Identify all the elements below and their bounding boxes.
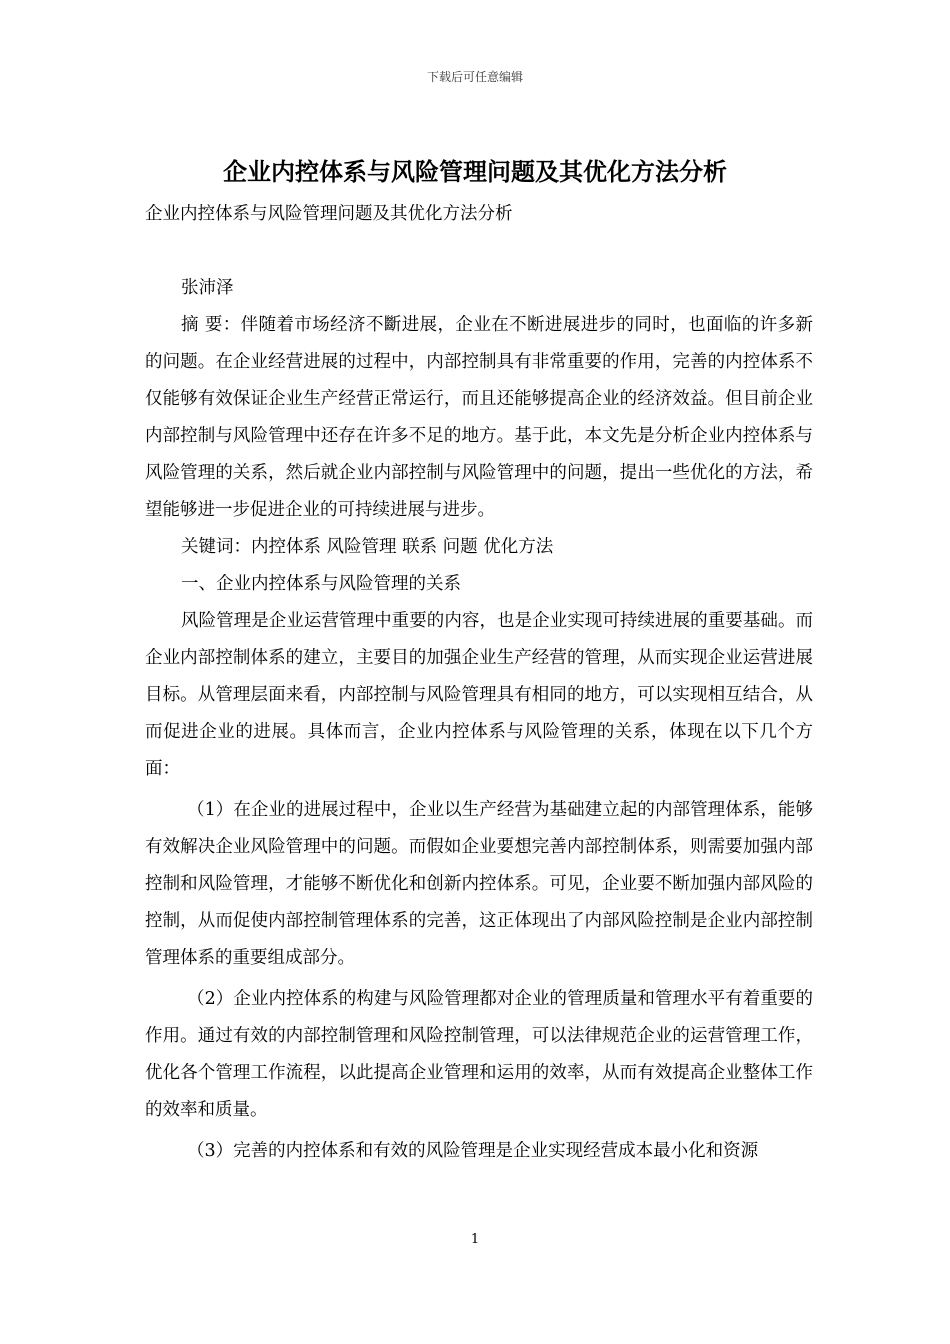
point-1-paragraph: （1）在企业的进展过程中，企业以生产经营为基础建立起的内部管理体系，能够有效解决企业风险管理中的问题。而假如企业要想完善内部控制体系，则需要加强内部控制和风险管理，才能够不断优化和创新内控体系。可见，企业要不断加强内部风险的控制，从而促使内部控制管理体系的完善，这正体现出了内部风险控制是企业内部控制管理体系的重要组成部分。 bbox=[145, 800, 813, 968]
abstract-paragraph: 摘 要：伴随着市场经济不斷进展，企业在不断进展进步的同时，也面临的许多新的问题。在企业经营进展的过程中，内部控制具有非常重要的作用，完善的内控体系不仅能够有效保证企业生产经营正常运行，而且还能够提高企业的经济效益。但目前企业内部控制与风险管理中还存在许多不足的地方。基于此，本文先是分析企业内控体系与风险管理的关系，然后就企业内部控制与风险管理中的问题，提出一些优化的方法，希望能够进一步促进企业的可持续进展与进步。 bbox=[145, 315, 813, 520]
section-paragraph: 风险管理是企业运营管理中重要的内容，也是企业实现可持续进展的重要基础。而企业内部控制体系的建立，主要目的加强企业生产经营的管理，从而实现企业运营进展目标。从管理层面来看，内部控制与风险管理具有相同的地方，可以实现相互结合，从而促进企业的进展。具体而言，企业内控体系与风险管理的关系，体现在以下几个方面： bbox=[145, 611, 813, 779]
section-heading: 一、企业内控体系与风险管理的关系 bbox=[181, 574, 461, 594]
author-name: 张沛泽 bbox=[181, 278, 234, 298]
header-note: 下载后可任意编辑 bbox=[426, 70, 523, 84]
document-title: 企业内控体系与风险管理问题及其优化方法分析 bbox=[223, 157, 727, 186]
point-2-paragraph: （2）企业内控体系的构建与风险管理都对企业的管理质量和管理水平有着重要的作用。通过有效的内部控制管理和风险控制管理，可以法律规范企业的运营管理工作，优化各个管理工作流程，以此提高企业管理和运用的效率，从而有效提高企业整体工作的效率和质量。 bbox=[145, 989, 813, 1120]
point-3-paragraph: （3）完善的内控体系和有效的风险管理是企业实现经营成本最小化和资源 bbox=[187, 1141, 759, 1161]
document-subtitle: 企业内控体系与风险管理问题及其优化方法分析 bbox=[145, 204, 513, 224]
page-number: 1 bbox=[470, 1232, 480, 1247]
document-body bbox=[145, 196, 813, 1170]
keywords-line: 关键词：内控体系 风险管理 联系 问题 优化方法 bbox=[181, 537, 554, 557]
